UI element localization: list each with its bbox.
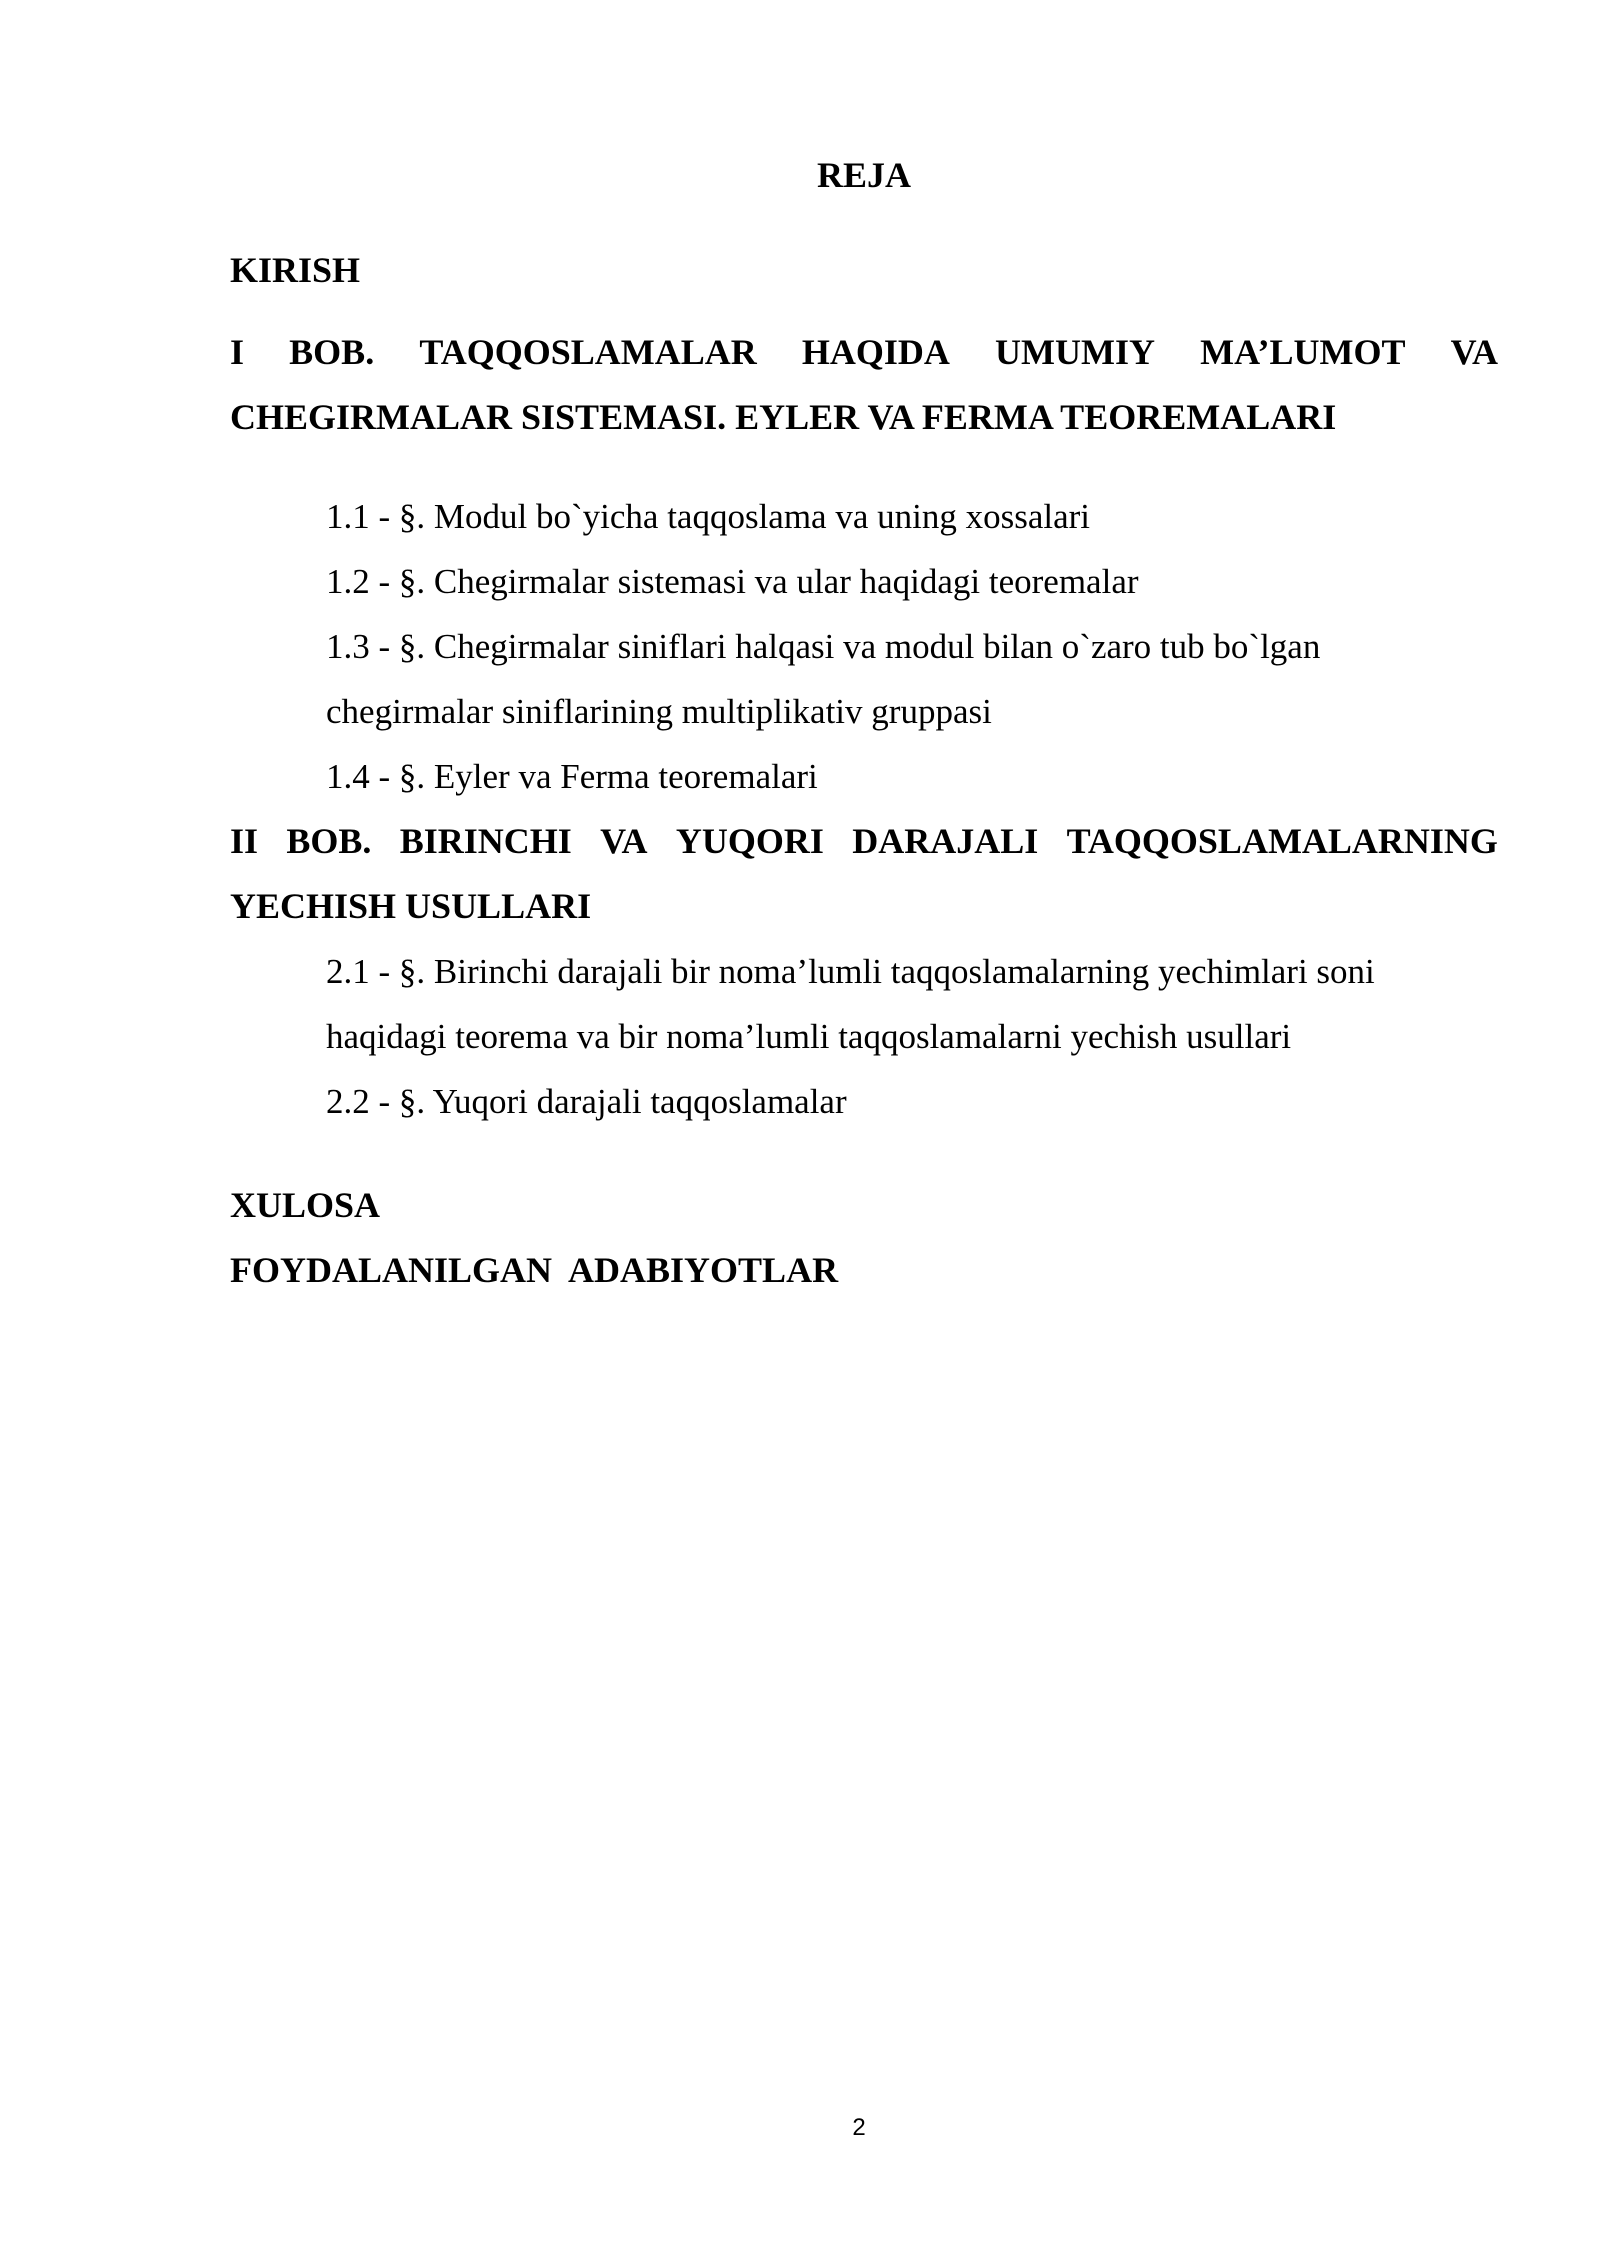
chapter2-heading-word: BOB. [286, 821, 372, 861]
page-number: 2 [852, 2114, 866, 2141]
section-1-4: 1.4 - §. Eyler va Ferma teoremalari [326, 757, 818, 796]
references-heading: FOYDALANILGAN ADABIYOTLAR [230, 1250, 839, 1290]
chapter2-heading-word: DARAJALI [852, 821, 1039, 861]
chapter2-heading-line1 [230, 809, 1498, 874]
chapter1-heading-line2: CHEGIRMALAR SISTEMASI. EYLER VA FERMA TEOREMALARI [230, 397, 1337, 437]
chapter1-heading-word: MA’LUMOT [1200, 332, 1406, 372]
section-2-1-continued: haqidagi teorema va bir noma’lumli taqqoslamalarni yechish usullari [326, 1017, 1292, 1056]
section-1-1: 1.1 - §. Modul bo`yicha taqqoslama va uning xossalari [326, 497, 1091, 536]
chapter1-heading-word: TAQQOSLAMALAR [419, 332, 757, 372]
chapter1-heading [230, 320, 1498, 450]
chapter1-heading-word: BOB. [289, 332, 375, 372]
chapter1-heading-word: VA [1450, 332, 1498, 372]
chapter2-heading-word: II [230, 821, 259, 861]
chapter2-heading-word: YUQORI [675, 821, 824, 861]
section-2-2: 2.2 - §. Yuqori darajali taqqoslamalar [326, 1082, 847, 1121]
intro-heading: KIRISH [230, 250, 361, 290]
section-2-1: 2.1 - §. Birinchi darajali bir noma’lumli taqqoslamalarning yechimlari soni [326, 952, 1375, 991]
page-title: REJA [816, 155, 911, 195]
chapter2-heading [230, 809, 1498, 939]
chapter2-heading-word: TAQQOSLAMALARNING [1066, 821, 1498, 861]
chapter2-sections [326, 939, 1498, 1134]
chapter1-heading-word: I [230, 332, 245, 372]
section-1-3: 1.3 - §. Chegirmalar siniflari halqasi va modul bilan o`zaro tub bo`lgan [326, 627, 1321, 666]
chapter1-heading-line1 [230, 320, 1498, 385]
chapter1-heading-word: HAQIDA [801, 332, 950, 372]
chapter2-heading-word: BIRINCHI [399, 821, 572, 861]
chapter2-heading-line2: YECHISH USULLARI [230, 886, 592, 926]
chapter1-sections [326, 484, 1498, 809]
section-1-3-continued: chegirmalar siniflarining multiplikativ gruppasi [326, 692, 992, 731]
chapter2-heading-word: VA [600, 821, 648, 861]
section-1-2: 1.2 - §. Chegirmalar sistemasi va ular haqidagi teoremalar [326, 562, 1139, 601]
chapter1-heading-word: UMUMIY [995, 332, 1156, 372]
conclusion-heading: XULOSA [230, 1185, 381, 1225]
